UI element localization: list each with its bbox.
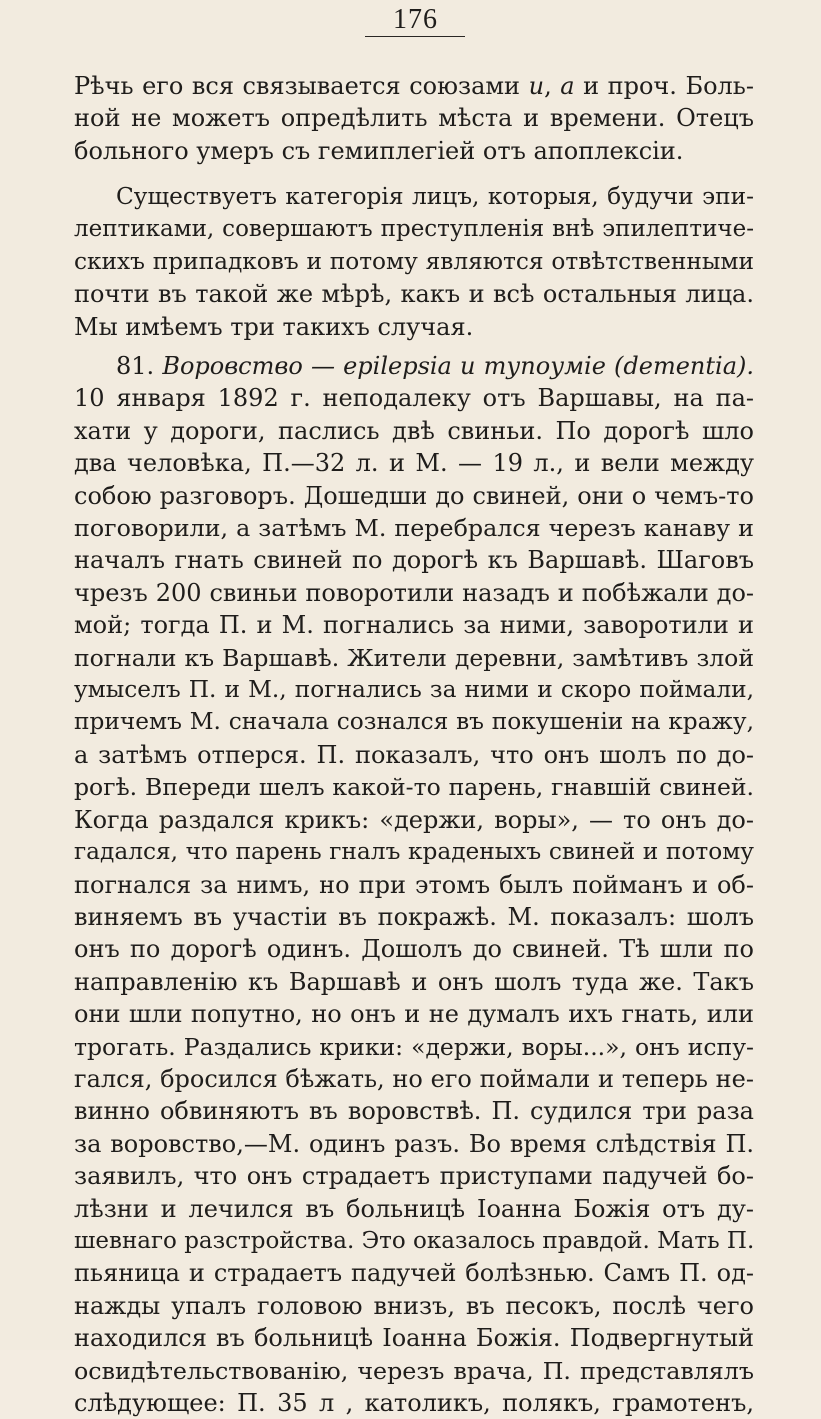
text-line — [74, 674, 754, 706]
text-line — [74, 1160, 754, 1192]
text-line — [74, 70, 754, 102]
page-number: 176 — [393, 4, 438, 35]
text-line — [74, 278, 754, 310]
text-line — [74, 1290, 754, 1322]
text-line — [74, 544, 754, 576]
text-run: слѣдующее: П. 35 л , католикъ, полякъ, грамотенъ, — [74, 1389, 754, 1417]
text-line — [74, 836, 754, 868]
text-run: почти въ такой же мѣрѣ, какъ и всѣ остальныя лица. — [74, 280, 754, 309]
text-line — [74, 480, 754, 512]
text-line — [74, 213, 754, 245]
text-run: поговорили, а затѣмъ М. перебрался черезъ канаву и — [74, 514, 754, 543]
text-run: Когда раздался крикъ: «держи, воры», — то онъ до- — [74, 805, 754, 834]
text-line — [74, 1095, 754, 1127]
text-run: скихъ припадковъ и потому являются отвѣтственными — [74, 247, 754, 275]
text-line — [74, 577, 754, 609]
text-run: гался, бросился бѣжать, но его поймали и теперь не- — [74, 1064, 754, 1093]
text-run: погнали къ Варшавѣ. Жители деревни, замѣтивъ злой — [74, 643, 754, 672]
text-run: заявилъ, что онъ страдаетъ приступами падучей бо- — [74, 1162, 754, 1191]
text-line — [74, 1128, 754, 1160]
italic-text: а — [560, 72, 575, 100]
text-line — [74, 135, 754, 167]
text-run: винно обвиняютъ въ воровствѣ. П. судился три раза — [74, 1097, 754, 1126]
text-line — [74, 447, 754, 479]
page-header — [0, 6, 821, 34]
text-run: шевнаго разстройства. Это оказалось правдой. Мать П. — [74, 1227, 755, 1254]
text-run: рогѣ. Впереди шелъ какой-то парень, гнавшій свиней. — [74, 773, 754, 802]
text-run: два человѣка, П.—32 л. и М. — 19 л., и вели между — [74, 449, 754, 478]
text-line — [74, 966, 754, 998]
text-line — [74, 1193, 754, 1225]
italic-text: Воровство — epilepsia и тупоуміе (dementia). — [162, 352, 755, 380]
text-line — [74, 1031, 754, 1063]
paragraph-case-81 — [74, 350, 754, 1419]
text-run: умыселъ П. и М., погнались за ними и скоро поймали, — [74, 676, 754, 704]
text-line — [74, 512, 754, 544]
text-line — [74, 102, 754, 134]
text-line — [74, 311, 754, 343]
text-line — [74, 415, 754, 447]
paragraph-epileptic-category — [74, 181, 754, 343]
text-run: они шли попутно, но онъ и не думалъ ихъ гнать, или — [74, 1000, 754, 1029]
text-run: началъ гнать свиней по дорогѣ къ Варшавѣ. Шаговъ — [74, 546, 754, 575]
text-run: хати у дороги, паслись двѣ свиньи. По дорогѣ шло — [74, 416, 754, 445]
text-run: освидѣтельствованію, черезъ врача, П. представлялъ — [74, 1356, 754, 1385]
text-line — [74, 1063, 754, 1095]
header-rule — [365, 36, 465, 37]
text-run: пьяница и страдаетъ падучей болѣзнью. Самъ П. од- — [74, 1259, 754, 1288]
text-run: чрезъ 200 свиньи поворотили назадъ и побѣжали до- — [74, 578, 754, 607]
text-run: а затѣмъ отперся. П. показалъ, что онъ шолъ по до- — [74, 740, 754, 769]
text-run: Рѣчь его вся связывается союзами — [74, 72, 529, 100]
text-run: трогать. Раздались крики: «держи, воры...», онъ испу- — [74, 1032, 754, 1061]
text-run: , — [544, 72, 561, 100]
text-run: мой; тогда П. и М. погнались за ними, заворотили и — [74, 611, 754, 640]
text-run: лѣзни и лечился въ больницѣ Іоанна Божія отъ ду- — [74, 1194, 754, 1223]
text-run: 81. — [116, 352, 163, 380]
text-run: гадался, что парень гналъ краденыхъ свиней и потому — [74, 838, 754, 866]
text-run: причемъ М. сначала сознался въ покушеніи на кражу, — [74, 708, 754, 736]
text-run: онъ по дорогѣ одинъ. Дошолъ до свиней. Тѣ шли по — [74, 935, 754, 964]
text-line — [74, 382, 754, 414]
text-run: больного умеръ съ гемиплегіей отъ апоплексіи. — [74, 136, 684, 165]
text-run: Существуетъ категорія лицъ, которыя, будучи эпи- — [116, 183, 754, 210]
text-run: нажды упалъ головою внизъ, въ песокъ, послѣ чего — [74, 1291, 754, 1320]
text-line — [74, 869, 754, 901]
text-line — [74, 1225, 754, 1257]
text-line — [74, 350, 754, 382]
text-line — [74, 901, 754, 933]
text-run: ной не можетъ опредѣлить мѣста и времени. Отецъ — [74, 104, 754, 133]
text-run: виняемъ въ участіи въ покражѣ. М. показалъ: шолъ — [74, 902, 754, 931]
italic-text: и — [528, 72, 545, 100]
text-run: за воровство,—М. одинъ разъ. Во время слѣдствія П. — [74, 1129, 754, 1158]
text-run: собою разговоръ. Дошедши до свиней, они о чемъ-то — [74, 481, 754, 510]
text-line — [74, 804, 754, 836]
text-line — [74, 933, 754, 965]
text-line — [74, 246, 754, 278]
text-line — [74, 706, 754, 738]
text-run: направленію къ Варшавѣ и онъ шолъ туда же. Такъ — [74, 967, 754, 996]
text-line — [74, 1387, 754, 1419]
text-line — [74, 771, 754, 803]
text-line — [74, 181, 754, 213]
text-line — [74, 998, 754, 1030]
text-run: погнался за нимъ, но при этомъ былъ пойманъ и об- — [74, 870, 754, 899]
text-line — [74, 1257, 754, 1289]
text-run: находился въ больницѣ Іоанна Божія. Подвергнутый — [74, 1324, 754, 1353]
text-line — [74, 1355, 754, 1387]
text-line — [74, 739, 754, 771]
text-run: 10 января 1892 г. неподалеку отъ Варшавы, на па- — [74, 384, 754, 413]
text-line — [74, 642, 754, 674]
text-line — [74, 609, 754, 641]
text-run: Мы имѣемъ три такихъ случая. — [74, 312, 474, 341]
text-run: и проч. Боль- — [574, 72, 754, 100]
paragraph-speech-description — [74, 70, 754, 167]
text-run: лептиками, совершаютъ преступленія внѣ эпилептиче- — [74, 216, 754, 243]
